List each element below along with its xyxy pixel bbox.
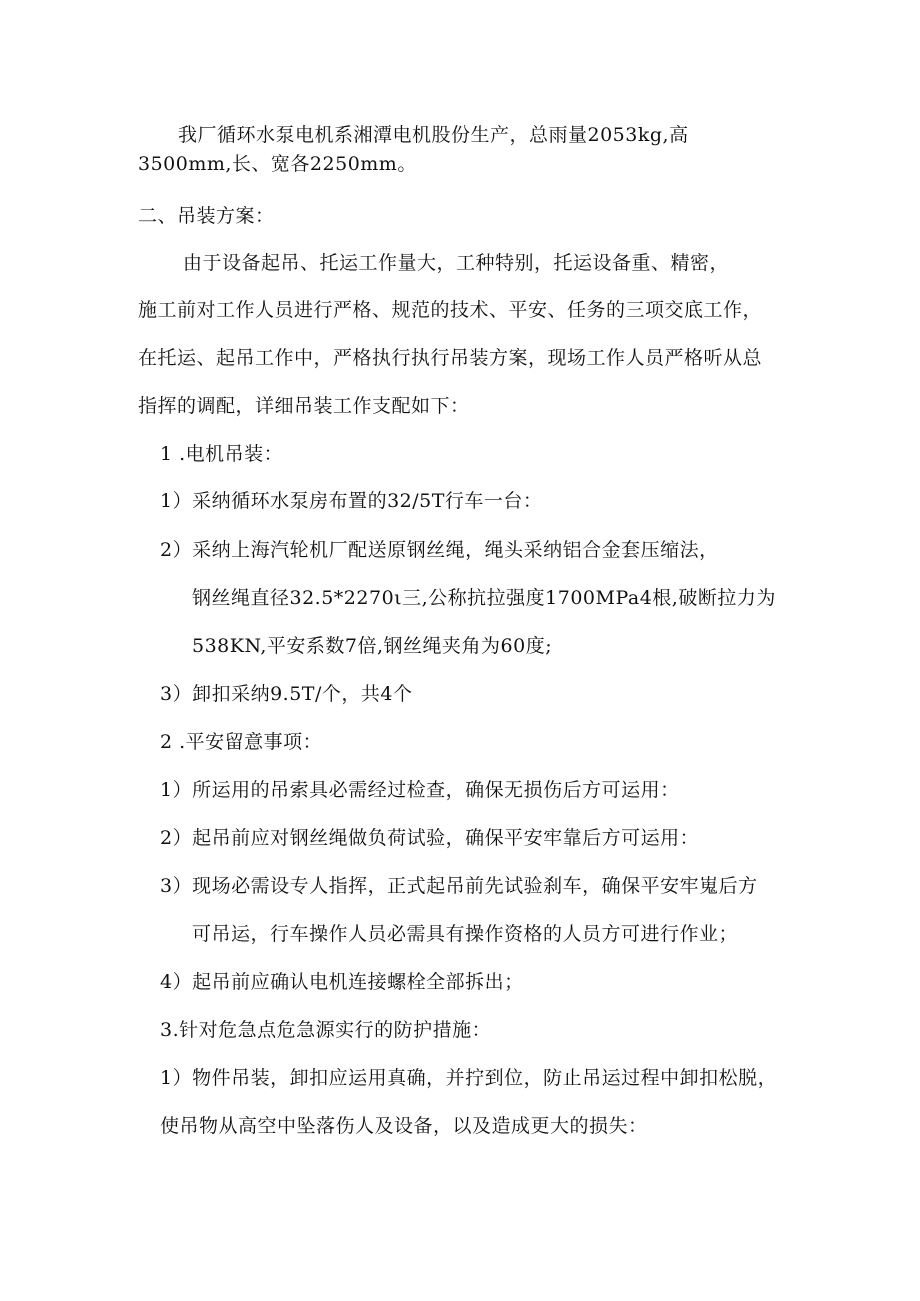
paragraph-line-1: 由于设备起吊、托运工作量大，工种特别，托运设备重、精密， [183, 252, 730, 274]
paragraph-line-2: 施工前对工作人员进行严格、规范的技术、平安、任务的三项交底工作， [138, 299, 763, 321]
item-2-sub-3-line-1: 3）现场必需设专人指挥，正式起吊前先试验刹车，确保平安牢嵬后方 [160, 875, 758, 897]
item-3-sub-1-line-1: 1）物件吊装，卸扣应运用真确，并拧到位，防止吊运过程中卸扣松脱， [160, 1067, 778, 1089]
item-2-sub-3-line-2: 可吊运，行车操作人员必需具有操作资格的人员方可进行作业； [192, 923, 739, 945]
intro-line-1: 我厂循环水泵电机系湘潭电机股份生产，总雨量2053kg,高 [178, 124, 689, 146]
intro-line-2: 3500mm,长、宽各2250mm。 [138, 153, 417, 175]
item-1-sub-3: 3）卸扣采纳9.5T/个，共4个 [160, 683, 413, 705]
item-1-sub-1: 1）采纳循环水泵房布置的32/5T行车一台： [160, 490, 543, 512]
paragraph-line-3: 在托运、起吊工作中，严格执行执行吊装方案，现场工作人员严格听从总 [138, 347, 763, 369]
section-2-heading: 二、吊装方案： [138, 205, 275, 227]
item-3-sub-1-line-2: 使吊物从高空中坠落伤人及设备，以及造成更大的损失： [160, 1115, 648, 1137]
item-1-heading: 1 .电机吊装： [160, 443, 284, 465]
item-2-sub-1: 1）所运用的吊索具必需经过检查，确保无损伤后方可运用： [160, 779, 680, 801]
item-3-heading: 3.针对危急点危急源实行的防护措施： [160, 1019, 492, 1041]
item-2-heading: 2 .平安留意事项： [160, 731, 323, 753]
item-1-sub-2-line-1: 2）采纳上海汽轮机厂配送原钢丝绳，绳头采纳铝合金套压缩法， [160, 539, 719, 561]
item-1-sub-2-line-3: 538KN,平安系数7倍,钢丝绳夹角为60度; [192, 635, 553, 657]
item-2-sub-2: 2）起吊前应对钢丝绳做负荷试验，确保平安牢靠后方可运用： [160, 827, 700, 849]
paragraph-line-4: 指挥的调配，详细吊装工作支配如下： [138, 395, 470, 417]
item-2-sub-4: 4）起吊前应确认电机连接螺栓全部拆出； [160, 971, 524, 993]
item-1-sub-2-line-2: 钢丝绳直径32.5*2270ι三,公称抗拉强度1700MPa4根,破断拉力为 [192, 587, 776, 609]
